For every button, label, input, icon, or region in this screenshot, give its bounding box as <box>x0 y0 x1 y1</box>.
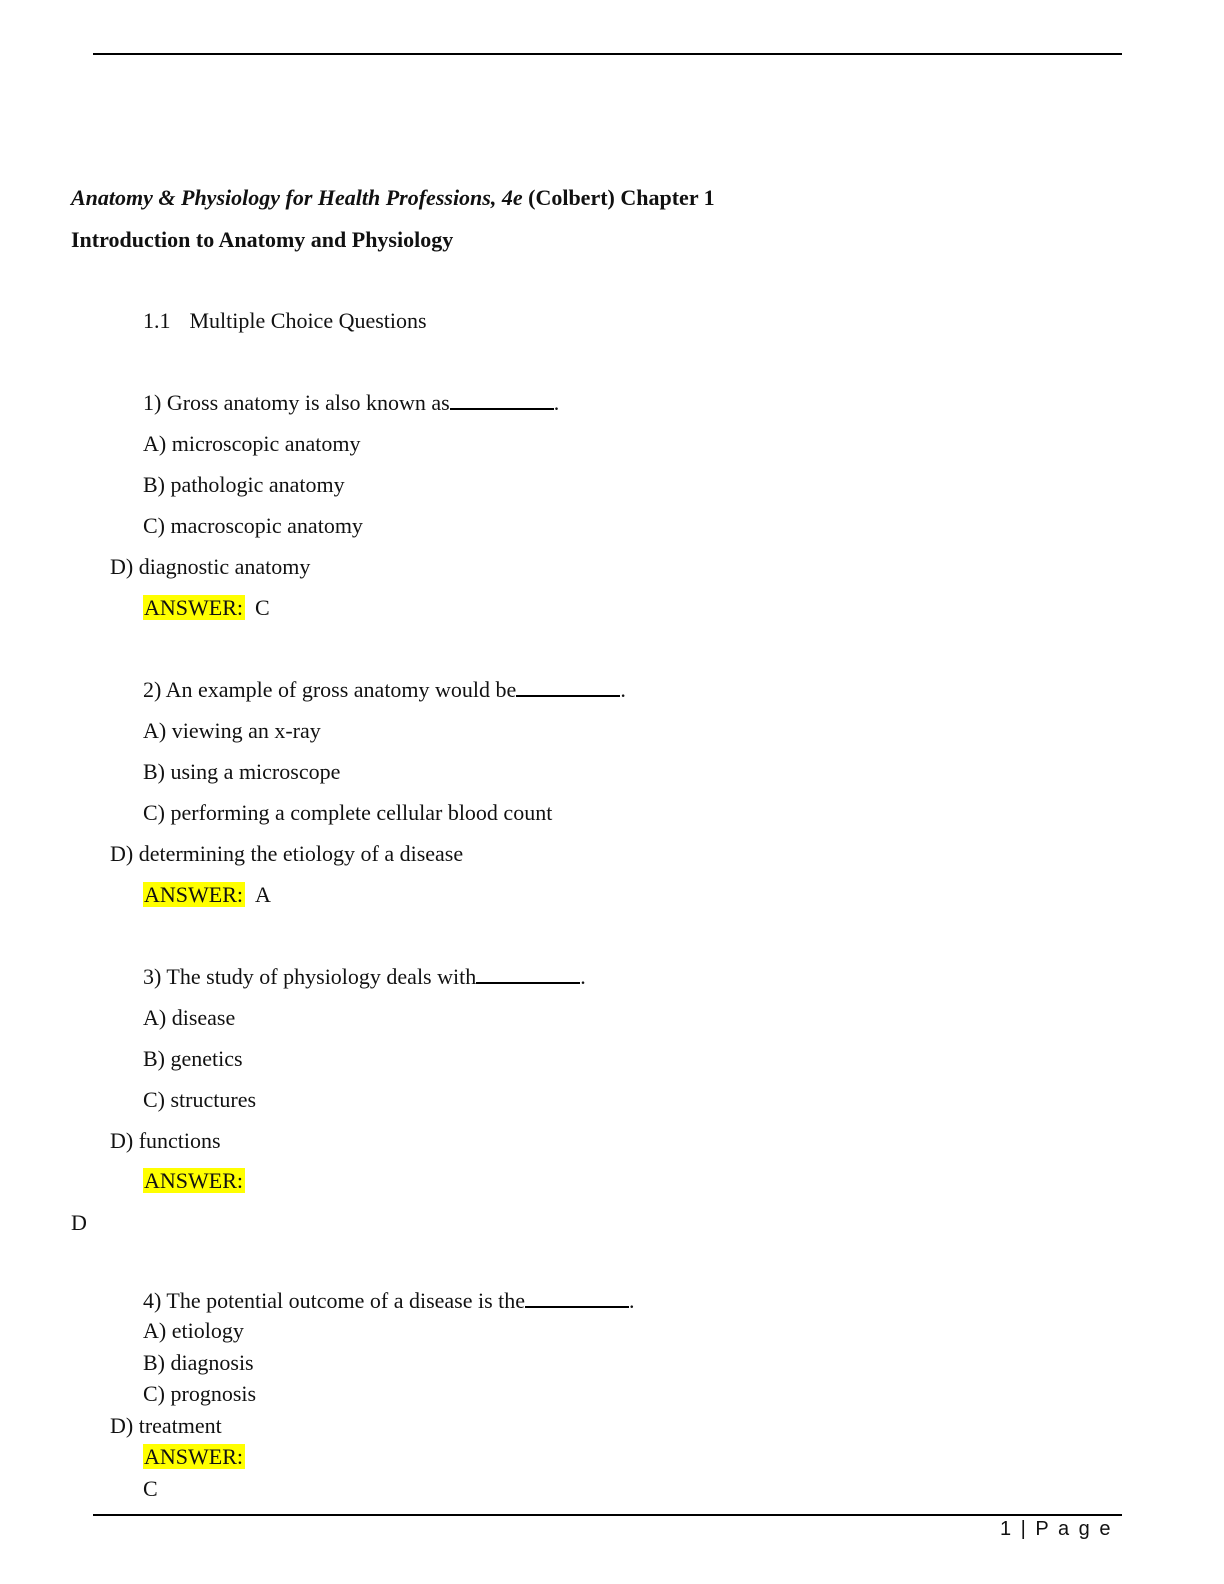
answer-label-text: ANSWER: <box>144 1168 243 1193</box>
question-text: 1) Gross anatomy is also known as <box>143 390 450 415</box>
answer-value: D <box>71 1210 87 1235</box>
option-a: A) etiology <box>143 1318 244 1343</box>
option-d: D) determining the etiology of a disease <box>110 841 464 866</box>
question-stem <box>143 1288 635 1314</box>
document-title <box>71 185 715 211</box>
option-a: A) viewing an x-ray <box>143 718 321 743</box>
answer-label: ANSWER: <box>144 882 243 907</box>
option-c: C) performing a complete cellular blood count <box>143 800 553 825</box>
question-text: 3) The study of physiology deals with <box>143 964 477 989</box>
question-stem <box>143 390 559 416</box>
option-b: B) diagnosis <box>143 1350 254 1375</box>
section-number: 1.1 <box>143 308 171 333</box>
chapter-label: (Colbert) Chapter 1 <box>522 185 715 210</box>
question-punctuation: . <box>629 1288 635 1313</box>
section-label: Multiple Choice Questions <box>189 308 427 333</box>
answer-blank <box>450 390 554 410</box>
question-text: 4) The potential outcome of a disease is the <box>143 1288 526 1313</box>
section-heading <box>143 308 427 334</box>
option-d: D) functions <box>110 1128 221 1153</box>
option-c: C) structures <box>143 1087 257 1112</box>
question-stem <box>143 677 626 703</box>
option-b: B) using a microscope <box>143 759 341 784</box>
footer-rule <box>93 1514 1122 1516</box>
answer-line <box>143 882 271 908</box>
answer-line <box>143 595 270 621</box>
answer-value: A <box>255 882 271 907</box>
header-rule <box>93 53 1122 55</box>
answer-value: C <box>255 595 270 620</box>
answer-label <box>143 1444 245 1470</box>
book-title: Anatomy & Physiology for Health Professions, 4e <box>71 185 523 210</box>
option-d: D) treatment <box>110 1413 222 1438</box>
question-stem <box>143 964 586 990</box>
question-punctuation: . <box>580 964 586 989</box>
answer-label-text: ANSWER: <box>144 1444 243 1469</box>
answer-value: C <box>143 1476 158 1501</box>
option-c: C) macroscopic anatomy <box>143 513 363 538</box>
option-b: B) genetics <box>143 1046 243 1071</box>
option-b: B) pathologic anatomy <box>143 472 345 497</box>
chapter-subtitle: Introduction to Anatomy and Physiology <box>71 227 454 252</box>
option-a: A) disease <box>143 1005 236 1030</box>
question-text: 2) An example of gross anatomy would be <box>143 677 517 702</box>
answer-blank <box>476 964 580 984</box>
answer-blank <box>516 677 620 697</box>
option-d: D) diagnostic anatomy <box>110 554 311 579</box>
option-a: A) microscopic anatomy <box>143 431 361 456</box>
page-number: 1 | P a g e <box>1000 1518 1113 1540</box>
question-punctuation: . <box>620 677 626 702</box>
question-punctuation: . <box>553 390 560 415</box>
answer-label <box>143 1168 245 1194</box>
option-c: C) prognosis <box>143 1381 257 1406</box>
answer-label: ANSWER: <box>144 595 243 620</box>
answer-blank <box>525 1288 629 1308</box>
